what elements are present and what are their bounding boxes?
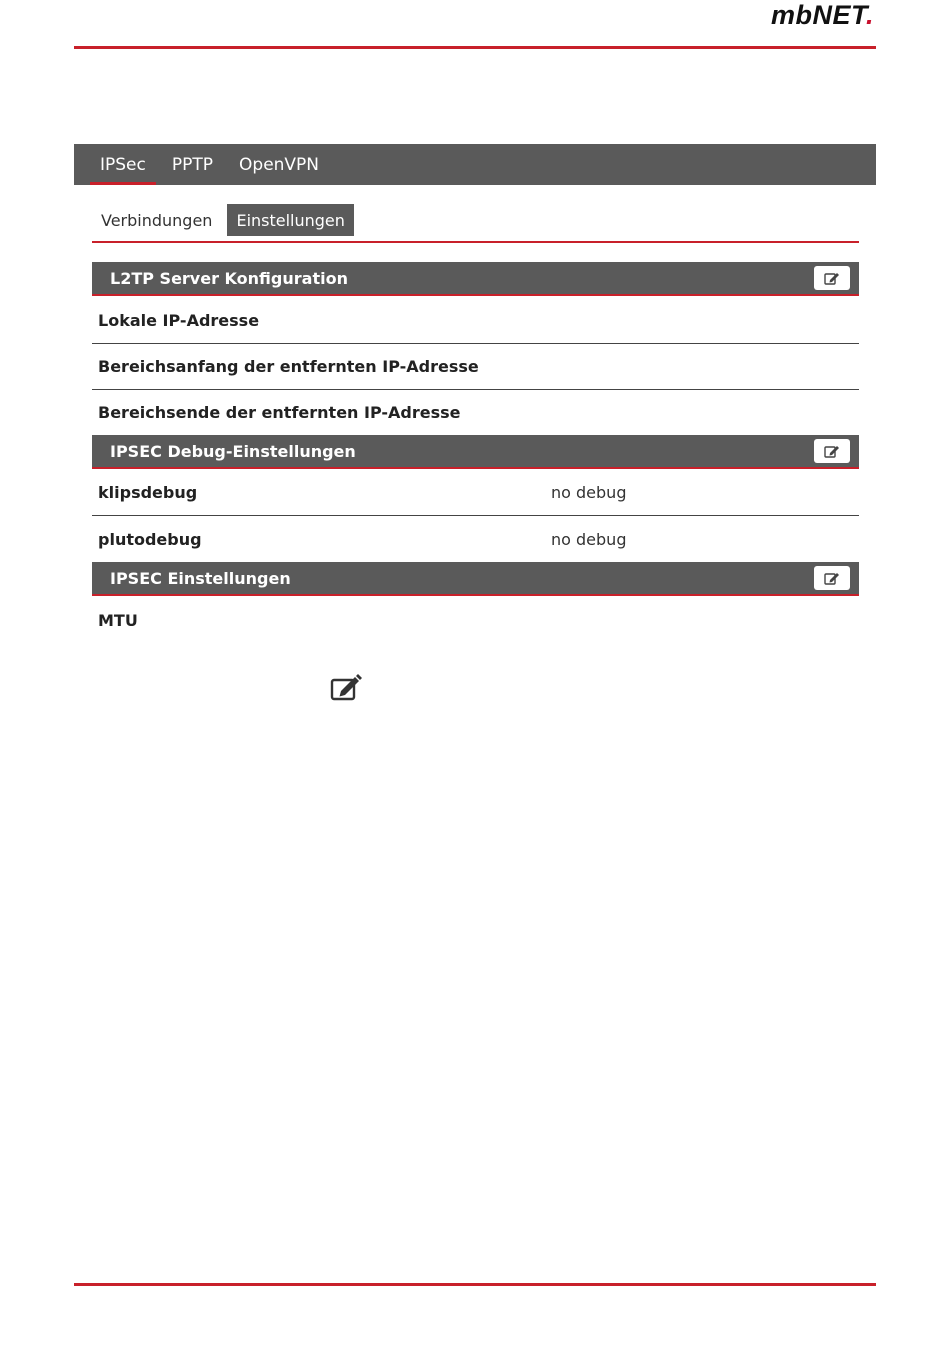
list-item [92, 298, 859, 344]
tab-pptp[interactable]: PPTP [171, 154, 214, 175]
vpn-tab-bar [74, 144, 876, 185]
row-label: MTU [98, 611, 138, 630]
top-divider [74, 46, 876, 49]
tab-openvpn[interactable]: OpenVPN [239, 154, 320, 175]
ipsec-section-header [92, 562, 859, 596]
sub-tab-bar [92, 204, 859, 243]
l2tp-edit-button[interactable] [814, 266, 850, 290]
section-title: IPSEC Einstellungen [110, 569, 291, 588]
row-value: no debug [551, 530, 627, 549]
list-item [92, 598, 859, 644]
list-item [92, 470, 859, 516]
tab-ipsec[interactable]: IPSec [90, 144, 156, 185]
row-label: plutodebug [98, 530, 202, 549]
row-label: Lokale IP-Adresse [98, 311, 260, 330]
debug-section-header [92, 435, 859, 469]
tab-einstellungen[interactable]: Einstellungen [227, 204, 353, 236]
edit-icon [330, 672, 366, 702]
ipsec-edit-button[interactable] [814, 566, 850, 590]
edit-icon [824, 444, 840, 458]
tab-verbindungen[interactable]: Verbindungen [101, 210, 213, 230]
row-label: klipsdebug [98, 483, 198, 502]
row-label: Bereichsende der entfernten IP-Adresse [98, 403, 461, 422]
section-title: IPSEC Debug-Einstellungen [110, 442, 356, 461]
mbnet-logo: mbNET. [770, 0, 874, 30]
list-item [92, 517, 859, 563]
list-item [92, 390, 859, 436]
row-value: no debug [551, 483, 627, 502]
debug-edit-button[interactable] [814, 439, 850, 463]
bottom-divider [74, 1283, 876, 1286]
section-title: L2TP Server Konfiguration [110, 269, 348, 288]
row-label: Bereichsanfang der entfernten IP-Adresse [98, 357, 479, 376]
edit-icon [824, 271, 840, 285]
list-item [92, 344, 859, 390]
l2tp-section-header [92, 262, 859, 296]
edit-icon [824, 571, 840, 585]
